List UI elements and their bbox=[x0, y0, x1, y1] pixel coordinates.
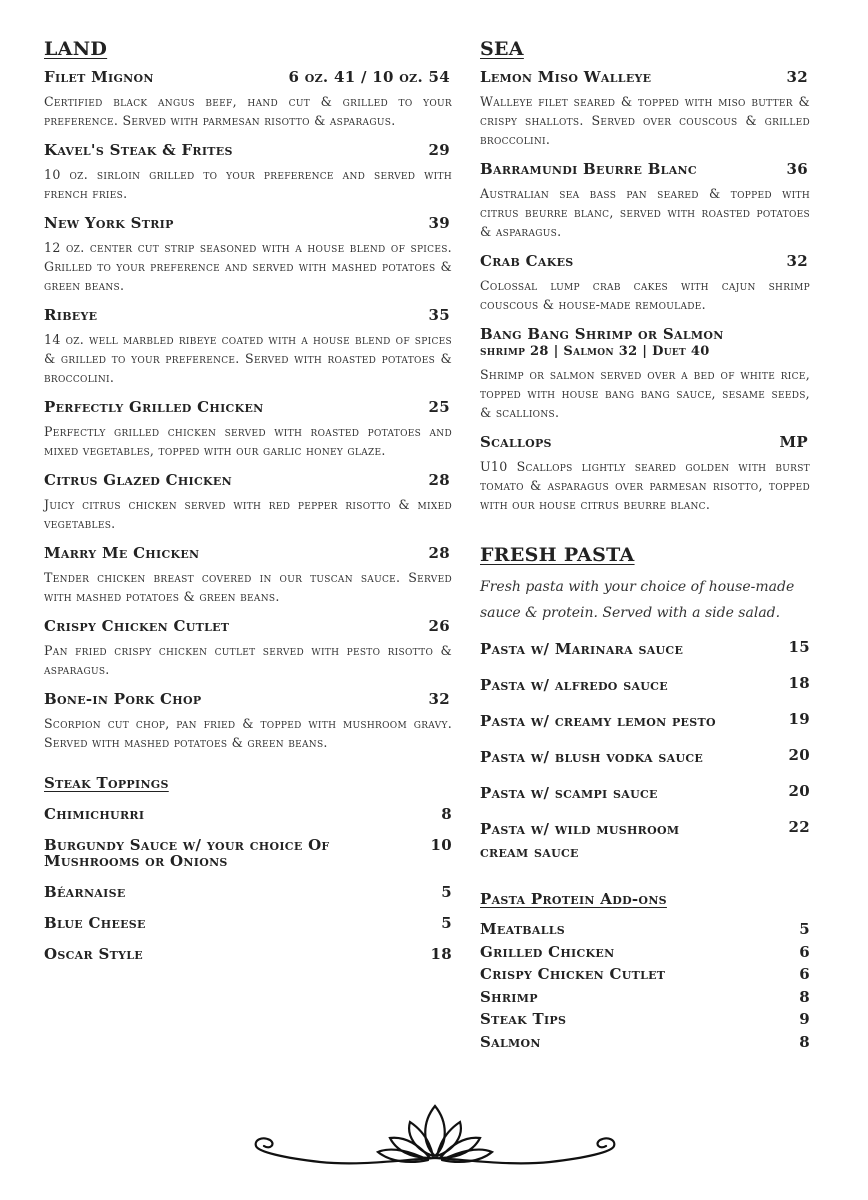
menu-item bbox=[44, 141, 452, 203]
item-name: Filet Mignon bbox=[44, 68, 154, 86]
topping-item bbox=[44, 884, 452, 900]
pasta-price: 20 bbox=[788, 782, 810, 800]
pasta-price: 20 bbox=[788, 746, 810, 764]
item-price: 36 bbox=[786, 160, 808, 178]
item-name: Bone-in Pork Chop bbox=[44, 690, 202, 708]
menu-item bbox=[480, 433, 810, 514]
item-description: Pan fried crispy chicken cutlet served with pesto risotto & asparagus. bbox=[44, 643, 452, 677]
item-description: Scorpion cut chop, pan fried & topped with mushroom gravy. Served with mashed potatoes & green beans. bbox=[44, 716, 452, 750]
topping-price: 8 bbox=[441, 805, 452, 823]
item-name: Crispy Chicken Cutlet bbox=[44, 617, 230, 635]
topping-item bbox=[44, 806, 452, 822]
item-price: 35 bbox=[428, 306, 450, 324]
item-price: MP bbox=[779, 433, 808, 451]
menu-item bbox=[44, 68, 452, 130]
item-name: Perfectly Grilled Chicken bbox=[44, 398, 264, 416]
pasta-name: Pasta w/ wild mushroom cream sauce bbox=[480, 820, 680, 861]
lotus-flourish-icon bbox=[250, 1100, 620, 1170]
addon-item bbox=[480, 1031, 810, 1054]
addon-item bbox=[480, 941, 810, 964]
topping-price: 5 bbox=[441, 914, 452, 932]
menu-item bbox=[44, 690, 452, 752]
pasta-name: Pasta w/ alfredo sauce bbox=[480, 676, 668, 694]
pasta-item bbox=[480, 818, 810, 864]
pasta-title: FRESH PASTA bbox=[480, 544, 635, 566]
item-description: U10 Scallops lightly seared golden with burst tomato & asparagus over parmesan risotto, topped with our house citrus beurre blanc. bbox=[480, 459, 810, 512]
topping-name: Oscar Style bbox=[44, 945, 143, 963]
addon-name: Steak Tips bbox=[480, 1010, 567, 1029]
item-name: Marry Me Chicken bbox=[44, 544, 200, 562]
pasta-price: 22 bbox=[788, 818, 810, 836]
item-description: 14 oz. well marbled ribeye coated with a house blend of spices & grilled to your preference. Served with roasted potatoes & broccolini. bbox=[44, 332, 452, 385]
item-price: 32 bbox=[786, 252, 808, 270]
addon-price: 6 bbox=[799, 942, 810, 961]
land-title: LAND bbox=[44, 38, 108, 60]
pasta-addons-title: Pasta Protein Add-ons bbox=[480, 890, 667, 908]
item-description: Certified black angus beef, hand cut & grilled to your preference. Served with parmesan risotto & asparagus. bbox=[44, 94, 452, 128]
item-name: Lemon Miso Walleye bbox=[480, 68, 652, 86]
menu-item bbox=[44, 617, 452, 679]
topping-item bbox=[44, 915, 452, 931]
item-name: Barramundi Beurre Blanc bbox=[480, 160, 697, 178]
item-price: 29 bbox=[428, 141, 450, 159]
item-price: 6 oz. 41 / 10 oz. 54 bbox=[288, 68, 450, 86]
item-name: Crab Cakes bbox=[480, 252, 574, 270]
pasta-intro: Fresh pasta with your choice of house-made sauce & protein. Served with a side salad. bbox=[480, 579, 795, 621]
topping-name: Burgundy Sauce w/ your choice Of Mushrooms or Onions bbox=[44, 836, 330, 870]
pasta-price: 15 bbox=[788, 638, 810, 656]
pasta-price: 19 bbox=[788, 710, 810, 728]
topping-name: Béarnaise bbox=[44, 883, 126, 901]
topping-item bbox=[44, 837, 452, 869]
item-name: Bang Bang Shrimp or Salmon bbox=[480, 325, 724, 343]
item-description: Walleye filet seared & topped with miso butter & crispy shallots. Served over couscous & grilled broccolini. bbox=[480, 94, 810, 147]
item-name: Ribeye bbox=[44, 306, 98, 324]
item-price: 25 bbox=[428, 398, 450, 416]
item-price: 32 bbox=[786, 68, 808, 86]
topping-name: Chimichurri bbox=[44, 805, 145, 823]
item-description: Australian sea bass pan seared & topped with citrus beurre blanc, served with roasted potatoes & asparagus. bbox=[480, 186, 810, 239]
item-description: Juicy citrus chicken served with red pepper risotto & mixed vegetables. bbox=[44, 497, 452, 531]
addon-price: 5 bbox=[799, 920, 810, 938]
addon-price: 9 bbox=[799, 1010, 810, 1029]
menu-item bbox=[44, 214, 452, 295]
item-name: Scallops bbox=[480, 433, 552, 451]
item-description: 12 oz. center cut strip seasoned with a house blend of spices. Grilled to your preference and served with mashed potatoes & green beans. bbox=[44, 240, 452, 293]
item-description: Perfectly grilled chicken served with roasted potatoes and mixed vegetables, topped with our garlic honey glaze. bbox=[44, 424, 452, 458]
item-variants: shrimp 28 | Salmon 32 | Duet 40 bbox=[480, 344, 710, 359]
pasta-item bbox=[480, 746, 810, 769]
topping-price: 5 bbox=[441, 883, 452, 901]
land-column bbox=[44, 38, 452, 977]
addon-name: Grilled Chicken bbox=[480, 942, 615, 961]
topping-price: 18 bbox=[430, 945, 452, 963]
addon-name: Crispy Chicken Cutlet bbox=[480, 965, 666, 984]
addon-price: 6 bbox=[799, 965, 810, 984]
menu-item bbox=[480, 325, 810, 422]
addon-name: Salmon bbox=[480, 1032, 541, 1051]
item-price: 39 bbox=[428, 214, 450, 232]
addon-price: 8 bbox=[799, 1032, 810, 1051]
item-price: 28 bbox=[428, 471, 450, 489]
item-description: 10 oz. sirloin grilled to your preference and served with french fries. bbox=[44, 167, 452, 201]
pasta-name: Pasta w/ blush vodka sauce bbox=[480, 748, 704, 766]
addon-item bbox=[480, 1008, 810, 1031]
addon-name: Shrimp bbox=[480, 987, 538, 1006]
pasta-item bbox=[480, 674, 810, 697]
pasta-item bbox=[480, 710, 810, 733]
item-price: 26 bbox=[428, 617, 450, 635]
pasta-name: Pasta w/ Marinara sauce bbox=[480, 640, 684, 658]
menu-item bbox=[44, 544, 452, 606]
item-price: 32 bbox=[428, 690, 450, 708]
topping-price: 10 bbox=[430, 836, 452, 854]
pasta-name: Pasta w/ creamy lemon pesto bbox=[480, 712, 716, 730]
menu-item bbox=[480, 252, 810, 314]
pasta-item bbox=[480, 782, 810, 805]
sea-title: SEA bbox=[480, 38, 524, 60]
item-name: Citrus Glazed Chicken bbox=[44, 471, 232, 489]
item-description: Colossal lump crab cakes with cajun shrimp couscous & house-made remoulade. bbox=[480, 278, 810, 312]
sea-column bbox=[480, 38, 810, 1054]
steak-toppings-title: Steak Toppings bbox=[44, 774, 169, 792]
menu-item bbox=[44, 306, 452, 387]
pasta-name: Pasta w/ scampi sauce bbox=[480, 784, 658, 802]
menu-item bbox=[480, 68, 810, 149]
topping-name: Blue Cheese bbox=[44, 914, 146, 932]
addon-item bbox=[480, 963, 810, 986]
item-price: 28 bbox=[428, 544, 450, 562]
item-description: Shrimp or salmon served over a bed of white rice, topped with house bang bang sauce, sesame seeds, & scallions. bbox=[480, 367, 810, 420]
addon-name: Meatballs bbox=[480, 920, 566, 938]
item-name: Kavel's Steak & Frites bbox=[44, 141, 233, 159]
addon-item bbox=[480, 918, 810, 941]
item-name: New York Strip bbox=[44, 214, 174, 232]
addon-item bbox=[480, 986, 810, 1009]
topping-item bbox=[44, 946, 452, 962]
pasta-item bbox=[480, 638, 810, 661]
menu-item bbox=[480, 160, 810, 241]
pasta-price: 18 bbox=[788, 674, 810, 692]
addon-price: 8 bbox=[799, 987, 810, 1006]
menu-item bbox=[44, 471, 452, 533]
menu-item bbox=[44, 398, 452, 460]
item-description: Tender chicken breast covered in our tuscan sauce. Served with mashed potatoes & green beans. bbox=[44, 570, 452, 604]
